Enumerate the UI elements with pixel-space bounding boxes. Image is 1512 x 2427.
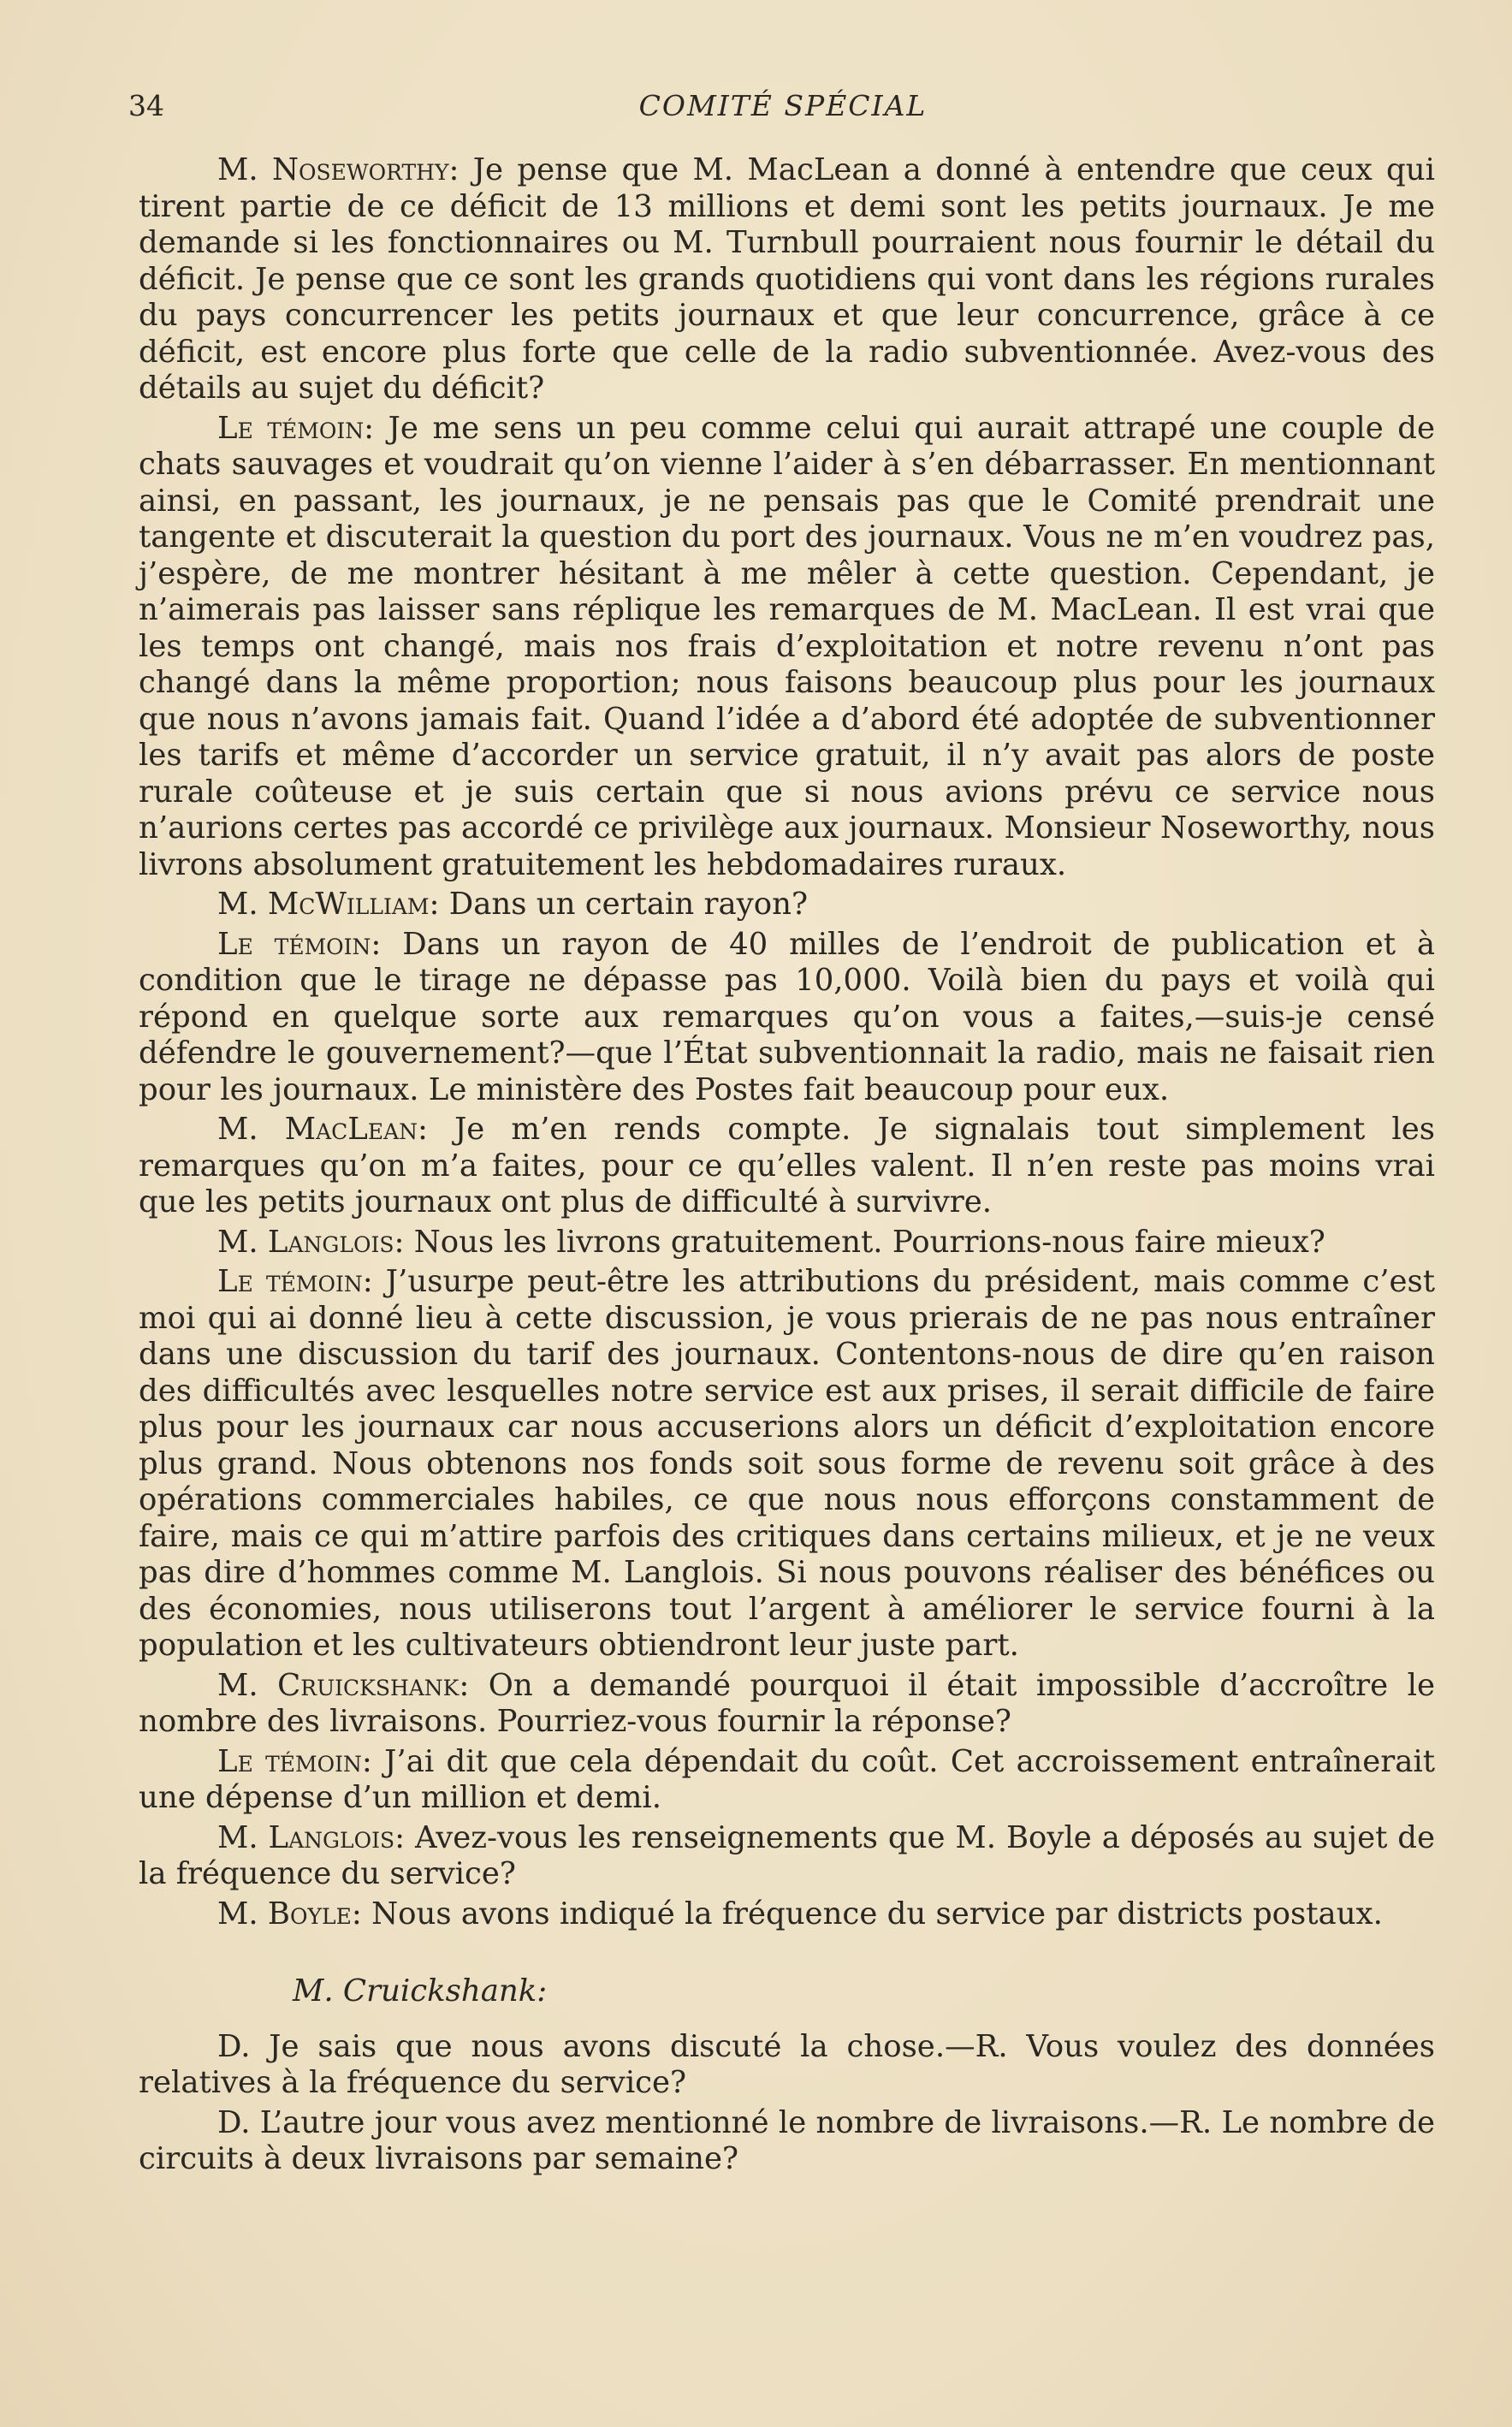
speaker-name: M. MacLean: bbox=[217, 1112, 428, 1147]
speaker-name: M. Boyle: bbox=[217, 1896, 362, 1932]
speaker-name: Le témoin: bbox=[217, 410, 375, 446]
speaker-name: Le témoin: bbox=[217, 926, 382, 962]
page-header bbox=[128, 89, 1438, 132]
paragraph-text: J’ai dit que cela dépendait du coût. Cet accroissement entraînerait une dépense d’un million et demi. bbox=[139, 1743, 1436, 1815]
body-text bbox=[139, 152, 1435, 2181]
paragraph bbox=[139, 927, 1435, 1109]
speaker-name: M. McWilliam: bbox=[217, 887, 440, 922]
paragraph bbox=[139, 1264, 1435, 1664]
paragraph-text: Je pense que M. MacLean a donné à entendre que ceux qui tirent partie de ce déficit de 13 millions et demi sont les petits journaux. Je me demande si les fonctionnaires ou M. Turnbull pourraient nous fournir le détail du déficit. Je pense que ce sont les grands quotidiens qui vont dans les régions rurales du pays concurrencer les petits journaux et que leur concurrence, grâce à ce déficit, est encore plus forte que celle de la radio subventionnée. Avez-vous des détails au sujet du déficit? bbox=[139, 152, 1435, 406]
paragraph-text: Nous les livrons gratuitement. Pourrions-nous faire mieux? bbox=[404, 1224, 1325, 1260]
speaker-name: M. Langlois: bbox=[217, 1819, 406, 1855]
paragraph-text: Dans un rayon de 40 milles de l’endroit de publication et à condition que le tirage ne dépasse pas 10,000. Voilà bien du pays et voilà qui répond en quelque sorte aux remarques qu’on vous a faites,—suis-je censé défendre le gouvernement?—que l’État subventionnait la radio, mais ne faisait rien pour les journaux. Le ministère des Postes fait beaucoup pour eux. bbox=[139, 926, 1435, 1107]
page-number: 34 bbox=[128, 89, 164, 122]
running-title: COMITÉ SPÉCIAL bbox=[638, 89, 928, 122]
speaker-name: M. Noseworthy: bbox=[217, 152, 460, 187]
paragraph bbox=[139, 1668, 1435, 1741]
speaker-name: M. Langlois: bbox=[217, 1224, 405, 1260]
paragraph bbox=[139, 152, 1435, 407]
paragraph-text: Nous avons indiqué la fréquence du service par districts postaux. bbox=[361, 1896, 1383, 1932]
paragraph bbox=[139, 1896, 1435, 1933]
speaker-name: M. Cruickshank: bbox=[217, 1667, 470, 1703]
paragraph-text: Je m’en rends compte. Je signalais tout simplement les remarques qu’on m’a faites, pour ce qu’elles valent. Il n’en reste pas moins vrai que les petits journaux ont plus de difficulté à survivre. bbox=[139, 1112, 1436, 1219]
paragraph-text: On a demandé pourquoi il était impossible d’accroître le nombre des livraisons. Pourriez-vous fournir la réponse? bbox=[139, 1667, 1435, 1739]
paragraph bbox=[139, 887, 1435, 923]
section-heading: M. Cruickshank: bbox=[293, 1973, 548, 2009]
qa-paragraph: D. L’autre jour vous avez mentionné le nombre de livraisons.—R. Le nombre de circuits à deux livraisons par semaine? bbox=[139, 2104, 1435, 2176]
paragraph-text: Je me sens un peu comme celui qui aurait attrapé une couple de chats sauvages et voudrait qu’on vienne l’aider à s’en débarrasser. En mentionnant ainsi, en passant, les journaux, je ne pensais pas que le Comité prendrait une tangente et discuterait la question du port des journaux. Vous ne m’en voudrez pas, j’espère, de me montrer hésitant à me mêler à cette question. Cependant, je n’aimerais pas laisser sans réplique les remarques de M. MacLean. Il est vrai que les temps ont changé, mais nos frais d’exploitation et notre revenu n’ont pas changé dans la même proportion; nous faisons beaucoup plus pour les journaux que nous n’avons jamais fait. Quand l’idée a d’abord été adoptée de subventionner les tarifs et même d’accorder un service gratuit, il n’y avait pas alors de poste rurale coûteuse et je suis certain que si nous avions prévu ce service nous n’aurions certes pas accordé ce privilège aux journaux. Monsieur Noseworthy, nous livrons absolument gratuitement les hebdomadaires ruraux. bbox=[139, 410, 1435, 882]
paragraph-text: Avez-vous les renseignements que M. Boyle a déposés au sujet de la fréquence du service? bbox=[139, 1819, 1435, 1891]
paragraph bbox=[139, 1112, 1435, 1221]
paragraph-text: Dans un certain rayon? bbox=[439, 887, 808, 922]
paragraph bbox=[139, 1744, 1435, 1817]
paragraph-text: J’usurpe peut-être les attributions du président, mais comme c’est moi qui ai donné lieu à cette discussion, je vous prierais de ne pas nous entraîner dans une discussion du tarif des journaux. Contentons-nous de dire qu’en raison des difficultés avec lesquelles notre service est aux prises, il serait difficile de faire plus pour les journaux car nous accuserions alors un déficit d’exploitation encore plus grand. Nous obtenons nos fonds soit sous forme de revenu soit grâce à des opérations commerciales habiles, ce que nous nous efforçons constamment de faire, mais ce qui m’attire parfois des critiques dans certains milieux, et je ne veux pas dire d’hommes comme M. Langlois. Si nous pouvons réaliser des bénéfices ou des économies, nous utiliserons tout l’argent à améliorer le service fourni à la population et les cultivateurs obtiendront leur juste part. bbox=[139, 1264, 1435, 1663]
paragraph bbox=[139, 1225, 1435, 1261]
qa-paragraph: D. Je sais que nous avons discuté la chose.—R. Vous voulez des données relatives à la fréquence du service? bbox=[139, 2028, 1435, 2100]
paragraph bbox=[139, 411, 1435, 884]
speaker-name: Le témoin: bbox=[217, 1743, 372, 1779]
paragraph bbox=[139, 1820, 1435, 1893]
speaker-name: Le témoin: bbox=[217, 1264, 373, 1299]
